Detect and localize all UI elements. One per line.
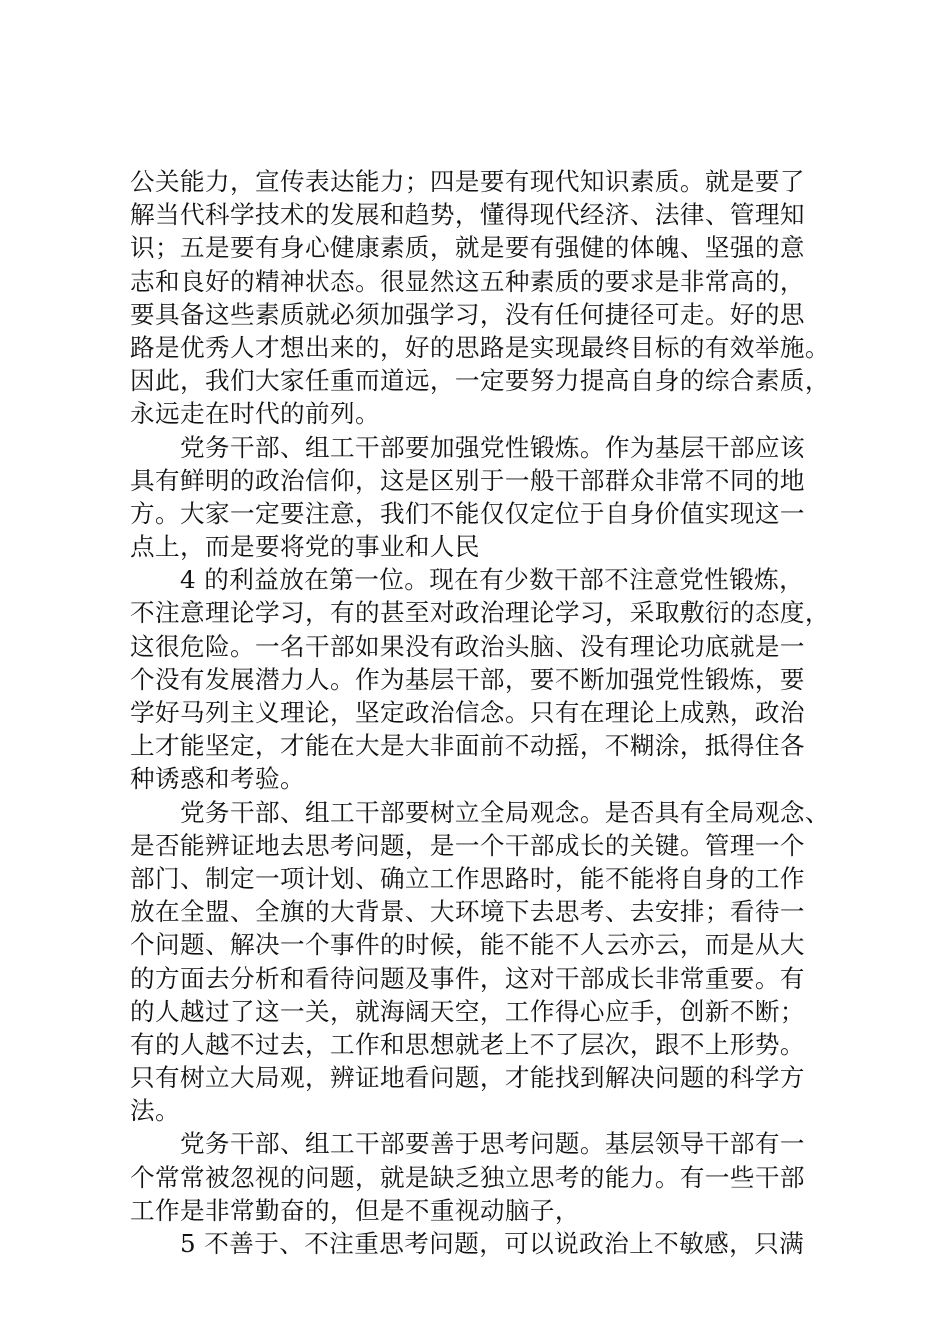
text-line: 的方面去分析和看待问题及事件，这对干部成长非常重要。有: [130, 963, 805, 993]
text-line: 部门、制定一项计划、确立工作思路时，能不能将自身的工作: [130, 863, 805, 893]
text-line: 个没有发展潜力人。作为基层干部，要不断加强党性锻炼，要: [130, 664, 805, 694]
text-line: 要具备这些素质就必须加强学习，没有任何捷径可走。好的思: [130, 299, 805, 329]
text-line: 种诱惑和考验。: [130, 764, 305, 794]
text-line: 党务干部、组工干部要树立全局观念。是否具有全局观念、: [180, 797, 830, 827]
text-line: 个常常被忽视的问题，就是缺乏独立思考的能力。有一些干部: [130, 1162, 805, 1192]
text-line: 是否能辨证地去思考问题，是一个干部成长的关键。管理一个: [130, 830, 805, 860]
text-line: 这很危险。一名干部如果没有政治头脑、没有理论功底就是一: [130, 631, 805, 661]
text-line: 个问题、解决一个事件的时候，能不能不人云亦云，而是从大: [130, 930, 805, 960]
text-line: 志和良好的精神状态。很显然这五种素质的要求是非常高的，: [130, 266, 805, 296]
text-line: 点上，而是要将党的事业和人民: [130, 532, 480, 562]
text-line: 只有树立大局观，辨证地看问题，才能找到解决问题的科学方: [130, 1063, 805, 1093]
text-line: 不注意理论学习，有的甚至对政治理论学习，采取敷衍的态度，: [130, 598, 830, 628]
text-line: 工作是非常勤奋的，但是不重视动脑子，: [130, 1195, 580, 1225]
text-line: 学好马列主义理论，坚定政治信念。只有在理论上成熟，政治: [130, 698, 805, 727]
text-line: 放在全盟、全旗的大背景、大环境下去思考、去安排；看待一: [130, 897, 805, 927]
text-line: 的人越过了这一关，就海阔天空，工作得心应手，创新不断；: [130, 996, 805, 1026]
text-line: 党务干部、组工干部要善于思考问题。基层领导干部有一: [180, 1129, 805, 1159]
text-line: 方。大家一定要注意，我们不能仅仅定位于自身价值实现这一: [130, 498, 805, 528]
text-line: 有的人越不过去，工作和思想就老上不了层次，跟不上形势。: [130, 1029, 805, 1059]
text-line: 因此，我们大家任重而道远，一定要努力提高自身的综合素质，: [130, 366, 830, 396]
text-line: 上才能坚定，才能在大是大非面前不动摇，不糊涂，抵得住各: [130, 731, 805, 761]
text-line: 具有鲜明的政治信仰，这是区别于一般干部群众非常不同的地: [130, 465, 805, 495]
text-line: 5 不善于、不注重思考问题，可以说政治上不敏感，只满: [180, 1229, 805, 1258]
text-line: 路是优秀人才想出来的，好的思路是实现最终目标的有效举施。: [130, 332, 830, 362]
body-text: [130, 165, 830, 1260]
text-line: 识；五是要有身心健康素质，就是要有强健的体魄、坚强的意: [130, 233, 805, 263]
text-line: 永远走在时代的前列。: [130, 399, 380, 429]
text-line: 法。: [130, 1096, 180, 1126]
text-line: 公关能力，宣传表达能力；四是要有现代知识素质。就是要了: [130, 167, 805, 196]
text-line: 解当代科学技术的发展和趋势，懂得现代经济、法律、管理知: [130, 200, 805, 230]
text-line: 4 的利益放在第一位。现在有少数干部不注意党性锻炼，: [180, 565, 805, 595]
text-line: 党务干部、组工干部要加强党性锻炼。作为基层干部应该: [180, 432, 805, 462]
